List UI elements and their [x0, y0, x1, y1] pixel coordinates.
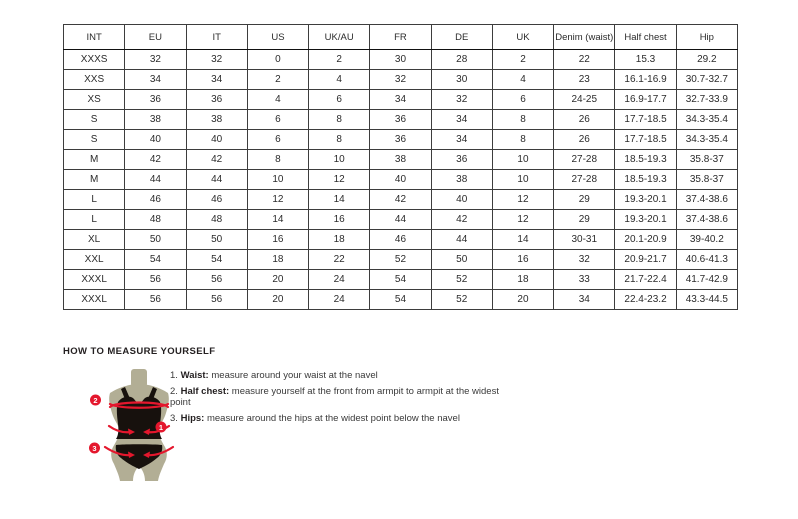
table-cell: 48 [125, 210, 186, 230]
table-cell: 40 [431, 190, 492, 210]
table-cell: 24-25 [554, 90, 615, 110]
half-chest-marker-badge [90, 395, 101, 406]
table-cell: 33 [554, 270, 615, 290]
table-cell: 32 [431, 90, 492, 110]
table-cell: 15.3 [615, 50, 676, 70]
table-cell: 36 [186, 90, 247, 110]
step-number: 1. [170, 370, 178, 381]
step-text: measure around the hips at the widest point below the navel [204, 413, 460, 424]
header-cell: UK [492, 25, 553, 50]
table-cell: 40 [125, 130, 186, 150]
table-cell: 6 [247, 110, 308, 130]
step-label: Half chest: [180, 386, 230, 397]
table-cell: 40 [186, 130, 247, 150]
waist-marker-badge [156, 422, 167, 433]
table-cell: 28 [431, 50, 492, 70]
table-cell: 41.7-42.9 [676, 270, 737, 290]
hips-marker-number: 3 [92, 443, 97, 453]
table-cell: 20.9-21.7 [615, 250, 676, 270]
table-cell: 35.8-37 [676, 150, 737, 170]
table-cell: 30 [431, 70, 492, 90]
table-cell: 32 [370, 70, 431, 90]
table-cell: 10 [492, 150, 553, 170]
table-cell: 46 [186, 190, 247, 210]
step-text: measure around your waist at the navel [208, 370, 378, 381]
header-cell: EU [125, 25, 186, 50]
table-cell: 44 [125, 170, 186, 190]
table-row [64, 150, 738, 170]
table-row [64, 230, 738, 250]
table-cell: 10 [309, 150, 370, 170]
table-cell: 29.2 [676, 50, 737, 70]
header-cell: Denim (waist) [554, 25, 615, 50]
table-cell: 30.7-32.7 [676, 70, 737, 90]
table-cell: 20 [247, 290, 308, 310]
table-cell: 4 [309, 70, 370, 90]
table-cell: 12 [492, 190, 553, 210]
measure-guide-heading: HOW TO MEASURE YOURSELF [63, 346, 216, 357]
table-cell: 30 [370, 50, 431, 70]
table-cell: M [64, 170, 125, 190]
step-label: Waist: [180, 370, 209, 381]
table-cell: 22 [554, 50, 615, 70]
header-cell: UK/AU [309, 25, 370, 50]
header-cell: Half chest [615, 25, 676, 50]
table-row [64, 250, 738, 270]
table-cell: 20 [492, 290, 553, 310]
table-cell: 16.1-16.9 [615, 70, 676, 90]
table-cell: 42 [186, 150, 247, 170]
table-cell: 16 [492, 250, 553, 270]
table-cell: 21.7-22.4 [615, 270, 676, 290]
table-cell: 0 [247, 50, 308, 70]
header-cell: Hip [676, 25, 737, 50]
table-cell: 34 [370, 90, 431, 110]
hips-marker-badge [89, 443, 100, 454]
table-cell: 37.4-38.6 [676, 190, 737, 210]
table-cell: 52 [431, 270, 492, 290]
table-cell: 36 [370, 130, 431, 150]
table-cell: 36 [125, 90, 186, 110]
table-cell: XXXL [64, 270, 125, 290]
table-cell: 24 [309, 270, 370, 290]
table-row [64, 170, 738, 190]
table-cell: 52 [431, 290, 492, 310]
table-cell: 56 [186, 270, 247, 290]
table-cell: 39-40.2 [676, 230, 737, 250]
table-cell: 18 [247, 250, 308, 270]
table-cell: 44 [186, 170, 247, 190]
table-cell: 17.7-18.5 [615, 130, 676, 150]
header-cell: IT [186, 25, 247, 50]
table-cell: 38 [125, 110, 186, 130]
measure-step-waist [170, 370, 510, 381]
table-cell: 14 [247, 210, 308, 230]
table-cell: 10 [492, 170, 553, 190]
table-cell: L [64, 210, 125, 230]
step-number: 3. [170, 413, 178, 424]
measure-steps-list [170, 370, 510, 429]
table-cell: 50 [186, 230, 247, 250]
table-cell: 2 [492, 50, 553, 70]
table-cell: 34 [125, 70, 186, 90]
table-cell: 16 [309, 210, 370, 230]
table-cell: 34.3-35.4 [676, 130, 737, 150]
table-cell: 16 [247, 230, 308, 250]
table-cell: XL [64, 230, 125, 250]
step-text: measure yourself at the front from armpit to armpit at the widest point [170, 386, 499, 408]
measure-step-half-chest [170, 386, 510, 408]
table-cell: 8 [309, 130, 370, 150]
table-cell: 18.5-19.3 [615, 170, 676, 190]
table-cell: 16.9-17.7 [615, 90, 676, 110]
table-cell: 19.3-20.1 [615, 210, 676, 230]
table-cell: 34 [186, 70, 247, 90]
table-cell: 30-31 [554, 230, 615, 250]
table-cell: 46 [370, 230, 431, 250]
table-cell: 8 [247, 150, 308, 170]
table-cell: XS [64, 90, 125, 110]
table-cell: 8 [492, 110, 553, 130]
table-cell: 36 [370, 110, 431, 130]
table-cell: 22 [309, 250, 370, 270]
table-cell: 20 [247, 270, 308, 290]
table-row [64, 210, 738, 230]
table-cell: 46 [125, 190, 186, 210]
table-cell: 18.5-19.3 [615, 150, 676, 170]
table-row [64, 70, 738, 90]
table-cell: 42 [125, 150, 186, 170]
table-cell: 10 [247, 170, 308, 190]
table-cell: 12 [247, 190, 308, 210]
table-cell: 18 [309, 230, 370, 250]
table-cell: 56 [125, 290, 186, 310]
table-cell: 42 [370, 190, 431, 210]
table-cell: 52 [370, 250, 431, 270]
table-cell: 38 [431, 170, 492, 190]
table-row [64, 50, 738, 70]
table-cell: 4 [492, 70, 553, 90]
header-cell: INT [64, 25, 125, 50]
table-row [64, 130, 738, 150]
table-cell: 27-28 [554, 170, 615, 190]
table-cell: 56 [186, 290, 247, 310]
table-cell: 34 [431, 110, 492, 130]
table-cell: 43.3-44.5 [676, 290, 737, 310]
table-cell: 4 [247, 90, 308, 110]
header-cell: FR [370, 25, 431, 50]
table-cell: 54 [370, 290, 431, 310]
table-cell: 17.7-18.5 [615, 110, 676, 130]
table-cell: 50 [125, 230, 186, 250]
table-row [64, 270, 738, 290]
table-cell: 34.3-35.4 [676, 110, 737, 130]
table-cell: 32.7-33.9 [676, 90, 737, 110]
table-cell: M [64, 150, 125, 170]
measure-step-hips [170, 413, 510, 424]
table-cell: 44 [370, 210, 431, 230]
table-cell: 26 [554, 130, 615, 150]
step-label: Hips: [180, 413, 205, 424]
table-cell: 24 [309, 290, 370, 310]
table-cell: 18 [492, 270, 553, 290]
table-row [64, 110, 738, 130]
table-cell: XXXS [64, 50, 125, 70]
table-cell: 37.4-38.6 [676, 210, 737, 230]
table-cell: 6 [247, 130, 308, 150]
table-cell: 29 [554, 190, 615, 210]
table-cell: 38 [186, 110, 247, 130]
table-cell: XXL [64, 250, 125, 270]
table-cell: 8 [309, 110, 370, 130]
table-cell: 40 [370, 170, 431, 190]
table-cell: 34 [431, 130, 492, 150]
table-cell: 38 [370, 150, 431, 170]
header-cell: DE [431, 25, 492, 50]
table-cell: 32 [125, 50, 186, 70]
table-cell: 44 [431, 230, 492, 250]
waist-marker-number: 1 [158, 422, 164, 432]
table-cell: 2 [247, 70, 308, 90]
table-cell: 8 [492, 130, 553, 150]
table-cell: 50 [431, 250, 492, 270]
size-chart-head [64, 25, 738, 50]
table-cell: 14 [492, 230, 553, 250]
table-cell: 56 [125, 270, 186, 290]
table-cell: 35.8-37 [676, 170, 737, 190]
table-cell: S [64, 130, 125, 150]
table-cell: 34 [554, 290, 615, 310]
table-cell: 14 [309, 190, 370, 210]
table-cell: 36 [431, 150, 492, 170]
table-cell: 6 [309, 90, 370, 110]
table-cell: 6 [492, 90, 553, 110]
step-number: 2. [170, 386, 178, 397]
table-cell: 19.3-20.1 [615, 190, 676, 210]
table-cell: 48 [186, 210, 247, 230]
table-cell: 2 [309, 50, 370, 70]
size-chart-body [64, 50, 738, 310]
table-cell: 22.4-23.2 [615, 290, 676, 310]
table-row [64, 290, 738, 310]
size-chart-header-row [64, 25, 738, 50]
table-cell: 32 [186, 50, 247, 70]
table-cell: 40.6-41.3 [676, 250, 737, 270]
table-cell: 54 [186, 250, 247, 270]
table-cell: 12 [492, 210, 553, 230]
table-cell: 12 [309, 170, 370, 190]
table-row [64, 90, 738, 110]
table-cell: 26 [554, 110, 615, 130]
table-cell: 54 [370, 270, 431, 290]
table-cell: L [64, 190, 125, 210]
table-cell: 32 [554, 250, 615, 270]
table-cell: 54 [125, 250, 186, 270]
table-cell: 29 [554, 210, 615, 230]
table-cell: 27-28 [554, 150, 615, 170]
header-cell: US [247, 25, 308, 50]
table-cell: S [64, 110, 125, 130]
table-cell: XXXL [64, 290, 125, 310]
table-cell: 20.1-20.9 [615, 230, 676, 250]
table-cell: 42 [431, 210, 492, 230]
table-cell: XXS [64, 70, 125, 90]
size-chart-table [63, 24, 738, 310]
table-cell: 23 [554, 70, 615, 90]
table-row [64, 190, 738, 210]
half-chest-marker-number: 2 [93, 395, 98, 405]
